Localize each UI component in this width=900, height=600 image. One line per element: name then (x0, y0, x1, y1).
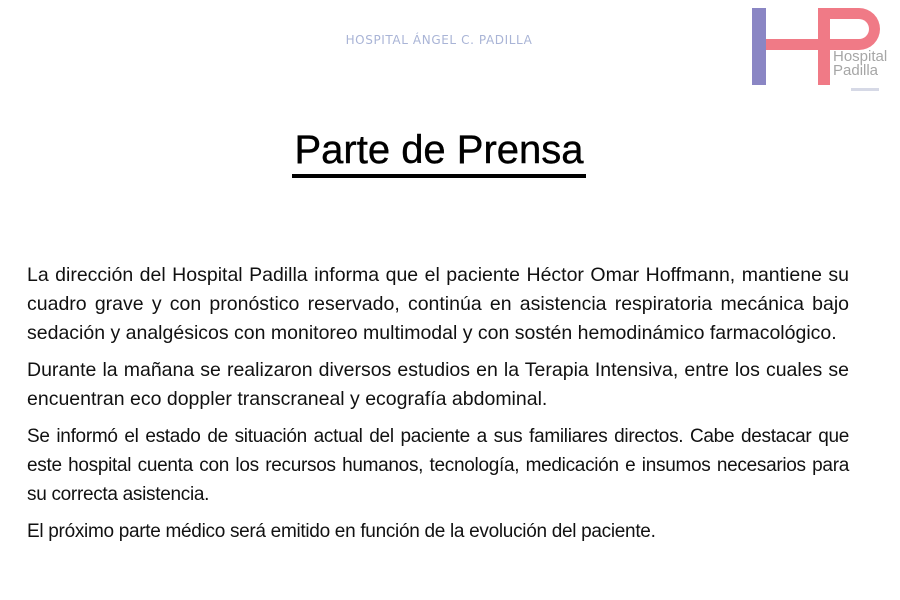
logo-p-bowl-icon (830, 8, 880, 50)
paragraph-3: Se informó el estado de situación actual del paciente a sus familiares directos. Cabe destacar que este hospital cuenta con los recursos humanos, tecnología, medicación e insumos necesarios para su correcta asistencia. (27, 426, 849, 505)
logo-tagline (851, 88, 879, 91)
hospital-logo (752, 6, 892, 98)
logo-crossbar-icon (766, 39, 818, 50)
logo-wordmark (833, 50, 887, 78)
paragraph-1: La dirección del Hospital Padilla informa que el paciente Héctor Omar Hoffmann, mantiene su cuadro grave y con pronóstico reservado, continúa en asistencia respiratoria mecánica bajo sedación y analgésicos con monitoreo multimodal y con sostén hemodinámico farmacológico. (27, 264, 849, 344)
paragraph-4: El próximo parte médico será emitido en función de la evolución del paciente. (27, 521, 656, 542)
institution-header: HOSPITAL ÁNGEL C. PADILLA (345, 33, 533, 47)
document-body (27, 261, 849, 554)
paragraph-2: Durante la mañana se realizaron diversos estudios en la Terapia Intensiva, entre los cuales se encuentran eco doppler transcraneal y ecografía abdominal. (27, 359, 849, 410)
document-title-wrapper (0, 128, 878, 178)
logo-line-1: Hospital (833, 48, 888, 65)
logo-p-stem-icon (818, 8, 830, 85)
document-title: Parte de Prensa (292, 128, 585, 178)
logo-line-2: Padilla (833, 62, 879, 79)
logo-h-bar-icon (752, 8, 766, 85)
